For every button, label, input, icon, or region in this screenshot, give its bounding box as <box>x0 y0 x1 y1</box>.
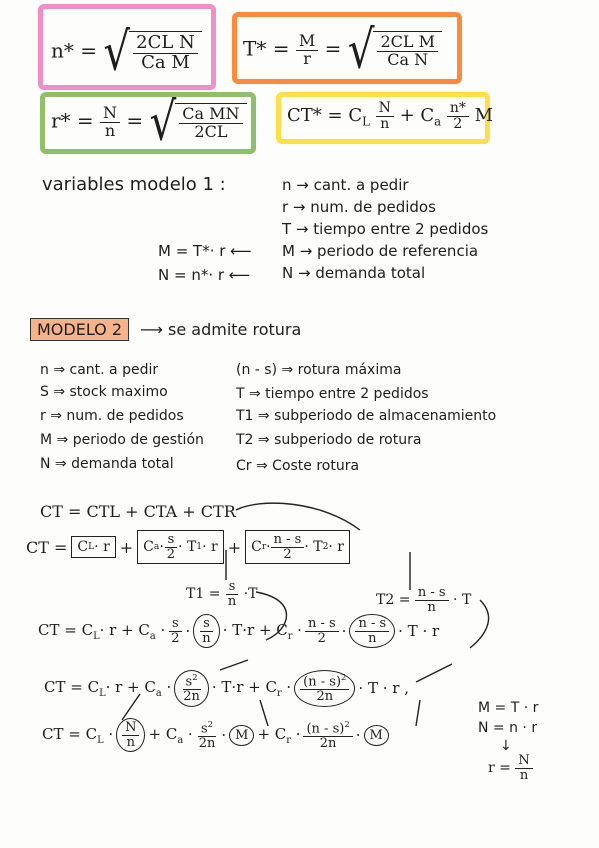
T2-definition: T2 = $\frac{n - s}{n}$ · T <box>376 585 472 615</box>
r-star-label: r* <box>51 108 71 133</box>
model1-item-r: r → num. de pedidos <box>282 198 436 216</box>
arrow-T1-into-line3 <box>256 592 287 640</box>
model2-left-r: r ⇒ num. de pedidos <box>40 408 184 424</box>
arrow-to-M-left <box>260 700 268 726</box>
model2-left-n: n ⇒ cant. a pedir <box>40 362 159 378</box>
model1-relation-N: N = n*· r ⟵ <box>158 266 251 284</box>
n-star-formula-box: n* = √ $\frac{\text{2CL N}}{\text{Ca M}}$ <box>38 4 216 90</box>
sidebar-M: M = T · r <box>478 700 539 716</box>
model2-title: MODELO 2 <box>30 318 129 341</box>
sidebar-N: N = n · r <box>478 720 538 736</box>
model1-title: variables modelo 1 : <box>42 174 226 195</box>
term-CL-r: C L · r <box>71 536 115 558</box>
arrow-to-M-right <box>416 700 420 726</box>
n-star-fraction: $\frac{\text{2CL N}}{\text{Ca M}}$ <box>133 34 198 73</box>
T-star-formula-box: T* = $\frac{M}{r}$ = √ $\frac{\text{2CL M}}{\text{Ca N}}$ <box>232 12 462 84</box>
arrow-to-N-over-n <box>122 694 140 720</box>
model2-right-T2: T2 ⇒ subperiodo de rotura <box>236 432 422 448</box>
model1-item-n: n → cant. a pedir <box>282 176 409 194</box>
derivation-line2: CT = C L · r + C a · $\frac{s}{2}$ · T 1 · r + C r · $\frac{n - s}{2}$ · T 2 · r <box>26 530 350 564</box>
model1-relation-M: M = T*· r ⟵ <box>158 242 252 260</box>
model2-left-M: M ⇒ periodo de gestión <box>40 432 204 448</box>
model1-item-M: M → periodo de referencia <box>282 242 479 260</box>
derivation-line1: CT = CTL + CTA + CTR <box>40 502 236 521</box>
model2-right-T1: T1 ⇒ subperiodo de almacenamiento <box>236 408 497 424</box>
arrow-T2-into-line3 <box>470 600 489 648</box>
term-Ca: C a · $\frac{s}{2}$ · T 1 · r <box>137 530 224 564</box>
model2-subtitle: ⟶ se admite rotura <box>140 320 302 339</box>
model2-right-rotura: (n - s) ⇒ rotura máxima <box>236 362 402 378</box>
T-star-label: T* <box>243 36 267 61</box>
derivation-line3: CT = $C_L\cdot r + C_a$ · $\frac{s}{2}$ · $\frac{s}{n}$ · $T\cdot r + C_r$ · $\frac{n - s}{2}$ · $\frac{n - s}{n}$ · T · r <box>38 614 439 648</box>
model2-left-N: N ⇒ demanda total <box>40 456 174 472</box>
CT-star-label: CT* <box>287 105 322 127</box>
CT-star-formula-box: $CT* = C_L$ $\frac{N}{n}$ + $C_a$ $\frac{n*}{2}$ M <box>276 92 490 144</box>
arrow-line3-to-line4-right <box>416 664 452 682</box>
model1-item-N: N → demanda total <box>282 264 426 282</box>
arrow-CTR <box>236 503 360 530</box>
arrow-line3-to-line4-left <box>220 660 248 670</box>
model2-left-s: S ⇒ stock maximo <box>40 384 168 400</box>
T1-definition: T1 = $\frac{s}{n}$ ·T <box>186 579 258 609</box>
model2-right-T: T ⇒ tiempo entre 2 pedidos <box>236 386 429 402</box>
derivation-line5: CT = $C_L$ · $\frac{N}{n}$ + $C_a$ · $\frac{s^2}{2n}$ · M + $C_r$ · $\frac{(n - s)^2}{2n}$ · M <box>42 718 389 752</box>
sidebar-arrow: ↓ <box>500 738 512 754</box>
r-star-formula-box: r* = $\frac{N}{n}$ = √ $\frac{\text{Ca MN}}{2CL}$ <box>40 92 256 154</box>
term-Cr: C r · $\frac{n - s}{2}$ · T 2 · r <box>245 530 350 564</box>
model1-item-T: T → tiempo entre 2 pedidos <box>282 220 489 238</box>
sidebar-r: r = $\frac{N}{n}$ <box>488 754 533 782</box>
derivation-line4: CT = $C_L\cdot r + C_a$ · $\frac{s^2}{2n}$ · $T\cdot r + C_r$ · $\frac{(n - s)^2}{2n}$ · T · r , <box>44 670 409 707</box>
n-star-label: n* <box>51 38 74 63</box>
model2-right-Cr: Cr ⇒ Coste rotura <box>236 458 360 474</box>
